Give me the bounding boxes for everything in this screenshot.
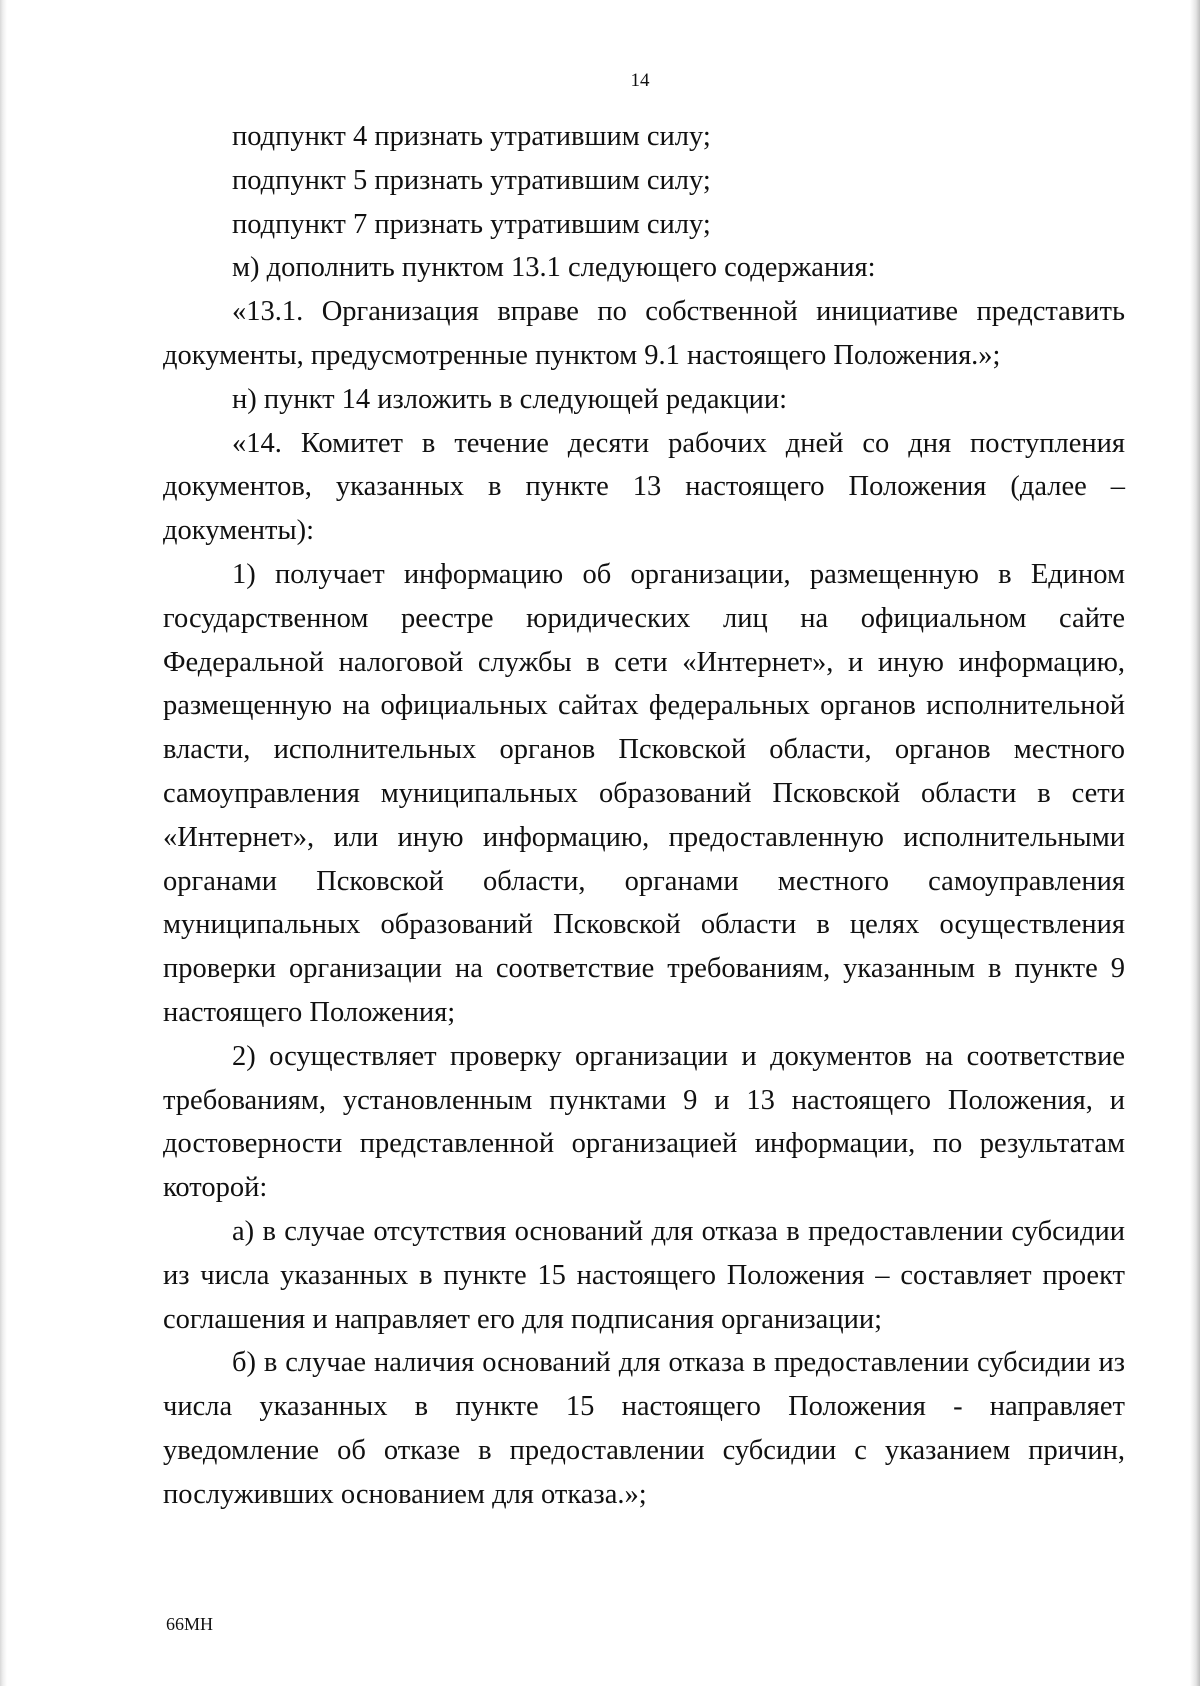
paragraph-14: «14. Комитет в течение десяти рабочих дней со дня поступления документов, указанных в пункте 13 настоящего Положения (далее – документы): [163,427,1125,547]
footer-code: 66МН [166,1614,214,1634]
paragraph-14-item-1: 1) получает информацию об организации, размещенную в Едином государственном реестре юридических лиц на официальном сайте Федеральной налоговой службы в сети «Интернет», и иную информацию, размещенную на официальных сайтах федеральных органов исполнительной власти, исполнительных органов Псковской области, органов местного самоуправления муниципальных образований Псковской области в сети «Интернет», или иную информацию, предоставленную исполнительными органами Псковской области, органами местного самоуправления муниципальных образований Псковской области в целях осуществления проверки организации на соответствие требованиям, указанным в пункте 9 настоящего Положения; [163,558,1125,1028]
scan-edge-left [0,0,7,1686]
paragraph-14-item-2: 2) осуществляет проверку организации и документов на соответствие требованиям, установленным пунктами 9 и 13 настоящего Положения, и достоверности представленной организацией информации, по результатам которой: [163,1040,1125,1204]
paragraph-14-item-2-a: а) в случае отсутствия оснований для отказа в предоставлении субсидии из числа указанных в пункте 15 настоящего Положения – составляет проект соглашения и направляет его для подписания организации; [163,1215,1125,1335]
paragraph-subitem-5: подпункт 5 признать утратившим силу; [232,164,711,196]
paragraph-n: н) пункт 14 изложить в следующей редакции: [232,383,788,415]
paragraph-13-1: «13.1. Организация вправе по собственной инициативе представить документы, предусмотренные пунктом 9.1 настоящего Положения.»; [163,296,1125,371]
paragraph-m: м) дополнить пунктом 13.1 следующего содержания: [232,252,876,284]
scan-edge-right [1190,0,1200,1686]
paragraph-subitem-7: подпункт 7 признать утратившим силу; [232,208,711,240]
paragraph-14-item-2-b: б) в случае наличия оснований для отказа в предоставлении субсидии из числа указанных в пункте 15 настоящего Положения - направляет уведомление об отказе в предоставлении субсидии с указанием причин, послуживших основанием для отказа.»; [163,1347,1125,1510]
paragraph-subitem-4: подпункт 4 признать утратившим силу; [232,121,711,152]
page-number: 14 [630,70,650,91]
document-body [163,115,1125,1517]
